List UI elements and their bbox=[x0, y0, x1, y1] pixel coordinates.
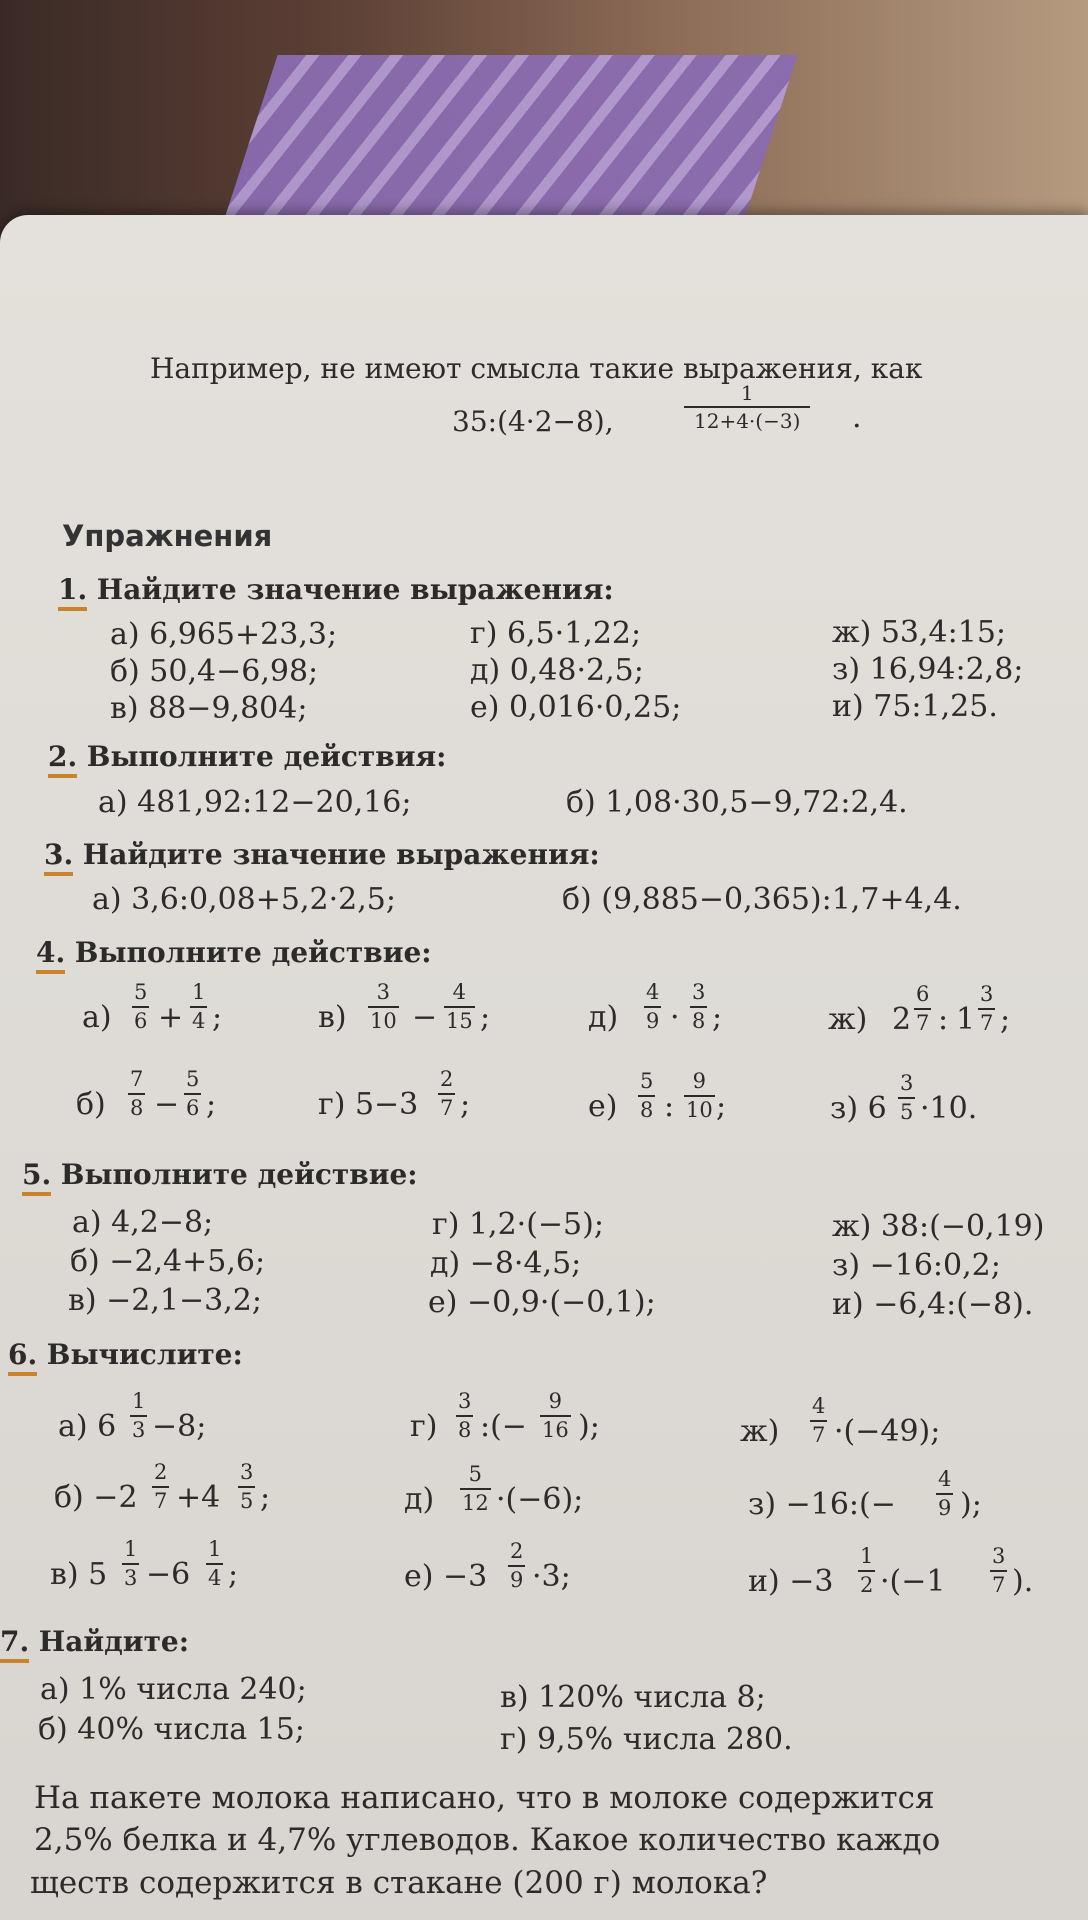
ex6-number: 6. bbox=[8, 1338, 37, 1376]
section-title: Упражнения bbox=[62, 519, 273, 553]
end: ; bbox=[206, 1087, 217, 1122]
ex1-item: б) 50,4−6,98; bbox=[110, 654, 319, 689]
ex4-e-label: е) bbox=[588, 1089, 618, 1124]
ex7-title: Найдите: bbox=[38, 1625, 190, 1658]
denominator: 12 bbox=[460, 1488, 491, 1514]
denominator: 9 bbox=[936, 1493, 953, 1519]
denominator: 7 bbox=[438, 1093, 455, 1119]
intro-fraction bbox=[684, 383, 810, 431]
numerator: 4 bbox=[938, 1467, 952, 1491]
ex7-number: 7. bbox=[0, 1625, 29, 1663]
fraction bbox=[132, 982, 149, 1032]
numerator: 5 bbox=[640, 1069, 654, 1093]
ex6-z-label: з) −16:(− bbox=[748, 1487, 896, 1522]
fraction bbox=[914, 984, 931, 1034]
intro-text: Например, не имеют смысла такие выражения, как bbox=[150, 352, 923, 385]
ex5-header bbox=[22, 1160, 418, 1190]
fraction bbox=[540, 1391, 571, 1441]
ex2-item: а) 481,92:12−20,16; bbox=[98, 785, 412, 820]
ex1-item: в) 88−9,804; bbox=[110, 691, 308, 726]
operator: − bbox=[412, 1000, 438, 1035]
fraction bbox=[206, 1539, 223, 1589]
numerator: 2 bbox=[510, 1539, 524, 1563]
ex2-title: Выполните действия: bbox=[86, 740, 447, 773]
fabric-cover bbox=[222, 55, 797, 225]
fraction bbox=[444, 982, 475, 1032]
numerator: 1 bbox=[208, 1537, 222, 1561]
end: ; bbox=[212, 1000, 223, 1035]
operator: : bbox=[938, 1002, 949, 1037]
denominator: 7 bbox=[990, 1570, 1007, 1596]
intro-expr1: 35:(4·2−8), bbox=[452, 405, 614, 438]
fraction bbox=[508, 1541, 525, 1591]
operator: − bbox=[154, 1087, 180, 1122]
numerator: 4 bbox=[812, 1394, 826, 1418]
numerator: 3 bbox=[692, 980, 706, 1004]
end: ; bbox=[228, 1557, 239, 1592]
fraction bbox=[638, 1071, 655, 1121]
ex4-number: 4. bbox=[36, 936, 65, 974]
fraction bbox=[152, 1462, 169, 1512]
ex4-zh-label: ж) bbox=[828, 1002, 868, 1037]
denominator: 8 bbox=[128, 1093, 145, 1119]
fraction bbox=[438, 1069, 455, 1119]
end: ; bbox=[460, 1087, 471, 1122]
fraction bbox=[238, 1462, 255, 1512]
ex2-item: б) 1,08·30,5−9,72:2,4. bbox=[566, 785, 908, 820]
denominator: 8 bbox=[638, 1095, 655, 1121]
ex5-number: 5. bbox=[22, 1158, 51, 1196]
ex6-a-label: а) 6 bbox=[58, 1409, 117, 1444]
ex1-item: и) 75:1,25. bbox=[832, 689, 998, 724]
fraction bbox=[130, 1391, 147, 1441]
fraction bbox=[368, 982, 399, 1032]
numerator: 3 bbox=[240, 1460, 254, 1484]
numerator: 5 bbox=[186, 1067, 200, 1091]
ex1-item: е) 0,016·0,25; bbox=[470, 690, 682, 725]
textbook-page bbox=[0, 215, 1088, 1920]
fraction bbox=[810, 1396, 827, 1446]
ex6-i-label: и) −3 bbox=[748, 1564, 834, 1599]
fraction bbox=[460, 1464, 491, 1514]
ex5-item: в) −2,1−3,2; bbox=[68, 1283, 262, 1318]
ex4-header bbox=[36, 938, 432, 968]
fraction bbox=[978, 984, 995, 1034]
ex7-item: г) 9,5% числа 280. bbox=[500, 1722, 793, 1757]
fraction bbox=[858, 1546, 875, 1596]
denominator: 3 bbox=[122, 1563, 139, 1589]
end: ); bbox=[578, 1409, 600, 1444]
ex5-item: б) −2,4+5,6; bbox=[70, 1244, 266, 1279]
ex1-header bbox=[58, 575, 614, 605]
denominator: 4 bbox=[206, 1563, 223, 1589]
ex5-title: Выполните действие: bbox=[60, 1158, 418, 1191]
end: ; bbox=[480, 1000, 491, 1035]
end: ·10. bbox=[920, 1091, 978, 1126]
numerator: 4 bbox=[646, 980, 660, 1004]
ex6-d-label: д) bbox=[404, 1482, 435, 1517]
numerator: 4 bbox=[452, 980, 467, 1004]
ex4-z-label: з) 6 bbox=[830, 1091, 887, 1126]
ex4-b-label: б) bbox=[76, 1087, 106, 1122]
denominator: 8 bbox=[690, 1006, 707, 1032]
denominator: 16 bbox=[540, 1415, 571, 1441]
ex1-item: д) 0,48·2,5; bbox=[470, 653, 644, 688]
ex6-b-label: б) −2 bbox=[54, 1480, 138, 1515]
whole: 2 bbox=[892, 1002, 912, 1037]
ex4-title: Выполните действие: bbox=[74, 936, 432, 969]
fraction bbox=[456, 1391, 473, 1441]
fraction bbox=[190, 982, 207, 1032]
denominator: 7 bbox=[978, 1008, 995, 1034]
operator: + bbox=[158, 1000, 184, 1035]
numerator: 5 bbox=[468, 1462, 483, 1486]
numerator: 1 bbox=[132, 1389, 146, 1413]
numerator: 3 bbox=[900, 1071, 914, 1095]
denominator: 5 bbox=[238, 1486, 255, 1512]
denominator: 7 bbox=[914, 1008, 931, 1034]
end: ·(−6); bbox=[496, 1482, 584, 1517]
ex8-line: На пакете молока написано, что в молоке содержится bbox=[34, 1780, 935, 1816]
denominator: 6 bbox=[132, 1006, 149, 1032]
ex7-item: а) 1% числа 240; bbox=[40, 1672, 307, 1707]
ex7-header bbox=[0, 1627, 189, 1657]
operator: ·(−1 bbox=[880, 1564, 946, 1599]
ex3-item: б) (9,885−0,365):1,7+4,4. bbox=[562, 882, 962, 917]
numerator: 3 bbox=[992, 1544, 1006, 1568]
numerator: 1 bbox=[740, 381, 754, 405]
operator: · bbox=[670, 1000, 680, 1035]
ex3-item: а) 3,6:0,08+5,2·2,5; bbox=[92, 882, 396, 917]
ex6-header bbox=[8, 1340, 243, 1370]
fraction bbox=[684, 1071, 715, 1121]
ex6-e-label: е) −3 bbox=[404, 1559, 488, 1594]
operator: −6 bbox=[146, 1557, 191, 1592]
ex1-number: 1. bbox=[58, 573, 87, 611]
ex1-item: з) 16,94:2,8; bbox=[832, 652, 1024, 687]
denominator: 9 bbox=[508, 1565, 525, 1591]
ex6-title: Вычислите: bbox=[46, 1338, 243, 1371]
ex3-title: Найдите значение выражения: bbox=[82, 838, 600, 871]
denominator: 7 bbox=[152, 1486, 169, 1512]
numerator: 1 bbox=[860, 1544, 874, 1568]
end: ). bbox=[1012, 1564, 1034, 1599]
numerator: 3 bbox=[980, 982, 994, 1006]
end: ; bbox=[260, 1480, 271, 1515]
numerator: 2 bbox=[440, 1067, 454, 1091]
end: ·(−49); bbox=[834, 1414, 941, 1449]
fraction bbox=[990, 1546, 1007, 1596]
ex5-item: д) −8·4,5; bbox=[430, 1246, 582, 1281]
end: ); bbox=[960, 1487, 982, 1522]
ex2-header bbox=[48, 742, 447, 772]
end: ; bbox=[716, 1089, 727, 1124]
numerator: 7 bbox=[130, 1067, 144, 1091]
ex5-item: з) −16:0,2; bbox=[832, 1248, 1001, 1283]
ex5-item: е) −0,9·(−0,1); bbox=[428, 1285, 656, 1320]
fraction bbox=[128, 1069, 145, 1119]
intro-dot: . bbox=[852, 400, 862, 435]
denominator: 9 bbox=[644, 1006, 661, 1032]
ex5-item: г) 1,2·(−5); bbox=[432, 1207, 604, 1242]
fraction bbox=[690, 982, 707, 1032]
ex4-v-label: в) bbox=[318, 1000, 347, 1035]
ex2-number: 2. bbox=[48, 740, 77, 778]
ex3-header bbox=[44, 840, 600, 870]
denominator: 2 bbox=[858, 1570, 875, 1596]
denominator: 15 bbox=[444, 1006, 475, 1032]
numerator: 9 bbox=[692, 1069, 707, 1093]
denominator: 12+4·(−3) bbox=[684, 406, 810, 431]
denominator: 8 bbox=[456, 1415, 473, 1441]
ex7-item: б) 40% числа 15; bbox=[38, 1712, 305, 1747]
numerator: 5 bbox=[134, 980, 148, 1004]
numerator: 6 bbox=[916, 982, 930, 1006]
ex1-item: г) 6,5·1,22; bbox=[470, 616, 642, 651]
denominator: 6 bbox=[184, 1093, 201, 1119]
numerator: 9 bbox=[548, 1389, 563, 1413]
operator: +4 bbox=[176, 1480, 221, 1515]
numerator: 3 bbox=[458, 1389, 472, 1413]
ex4-g-label: г) 5−3 bbox=[318, 1087, 419, 1122]
ex5-item: ж) 38:(−0,19) bbox=[832, 1209, 1045, 1244]
denominator: 7 bbox=[810, 1420, 827, 1446]
denominator: 5 bbox=[898, 1097, 915, 1123]
denominator: 10 bbox=[684, 1095, 715, 1121]
ex5-item: и) −6,4:(−8). bbox=[832, 1287, 1034, 1322]
denominator: 3 bbox=[130, 1415, 147, 1441]
fraction bbox=[898, 1073, 915, 1123]
numerator: 3 bbox=[376, 980, 391, 1004]
denominator: 4 bbox=[190, 1006, 207, 1032]
ex8-line: 2,5% белка и 4,7% углеводов. Какое количество каждо bbox=[34, 1822, 941, 1858]
ex6-v-label: в) 5 bbox=[50, 1557, 108, 1592]
ex6-zh-label: ж) bbox=[740, 1414, 780, 1449]
end: −8; bbox=[152, 1409, 207, 1444]
end: ; bbox=[1000, 1002, 1011, 1037]
ex3-number: 3. bbox=[44, 838, 73, 876]
ex5-item: а) 4,2−8; bbox=[72, 1205, 214, 1240]
ex8-line: ществ содержится в стакане (200 г) молока? bbox=[30, 1865, 768, 1901]
operator: :(− bbox=[480, 1409, 527, 1444]
denominator: 10 bbox=[368, 1006, 399, 1032]
end: ·3; bbox=[532, 1559, 571, 1594]
end: ; bbox=[712, 1000, 723, 1035]
ex7-item: в) 120% числа 8; bbox=[500, 1680, 766, 1715]
ex4-a-label: а) bbox=[82, 1000, 112, 1035]
ex1-item: ж) 53,4:15; bbox=[832, 615, 1007, 650]
ex1-item: а) 6,965+23,3; bbox=[110, 617, 338, 652]
numerator: 1 bbox=[124, 1537, 138, 1561]
fraction bbox=[644, 982, 661, 1032]
fraction bbox=[184, 1069, 201, 1119]
fraction bbox=[936, 1469, 953, 1519]
ex4-d-label: д) bbox=[588, 1000, 619, 1035]
operator: : bbox=[664, 1089, 675, 1124]
ex6-g-label: г) bbox=[410, 1409, 438, 1444]
ex1-title: Найдите значение выражения: bbox=[96, 573, 614, 606]
whole: 1 bbox=[956, 1002, 976, 1037]
fraction bbox=[122, 1539, 139, 1589]
numerator: 1 bbox=[192, 980, 206, 1004]
numerator: 2 bbox=[154, 1460, 168, 1484]
